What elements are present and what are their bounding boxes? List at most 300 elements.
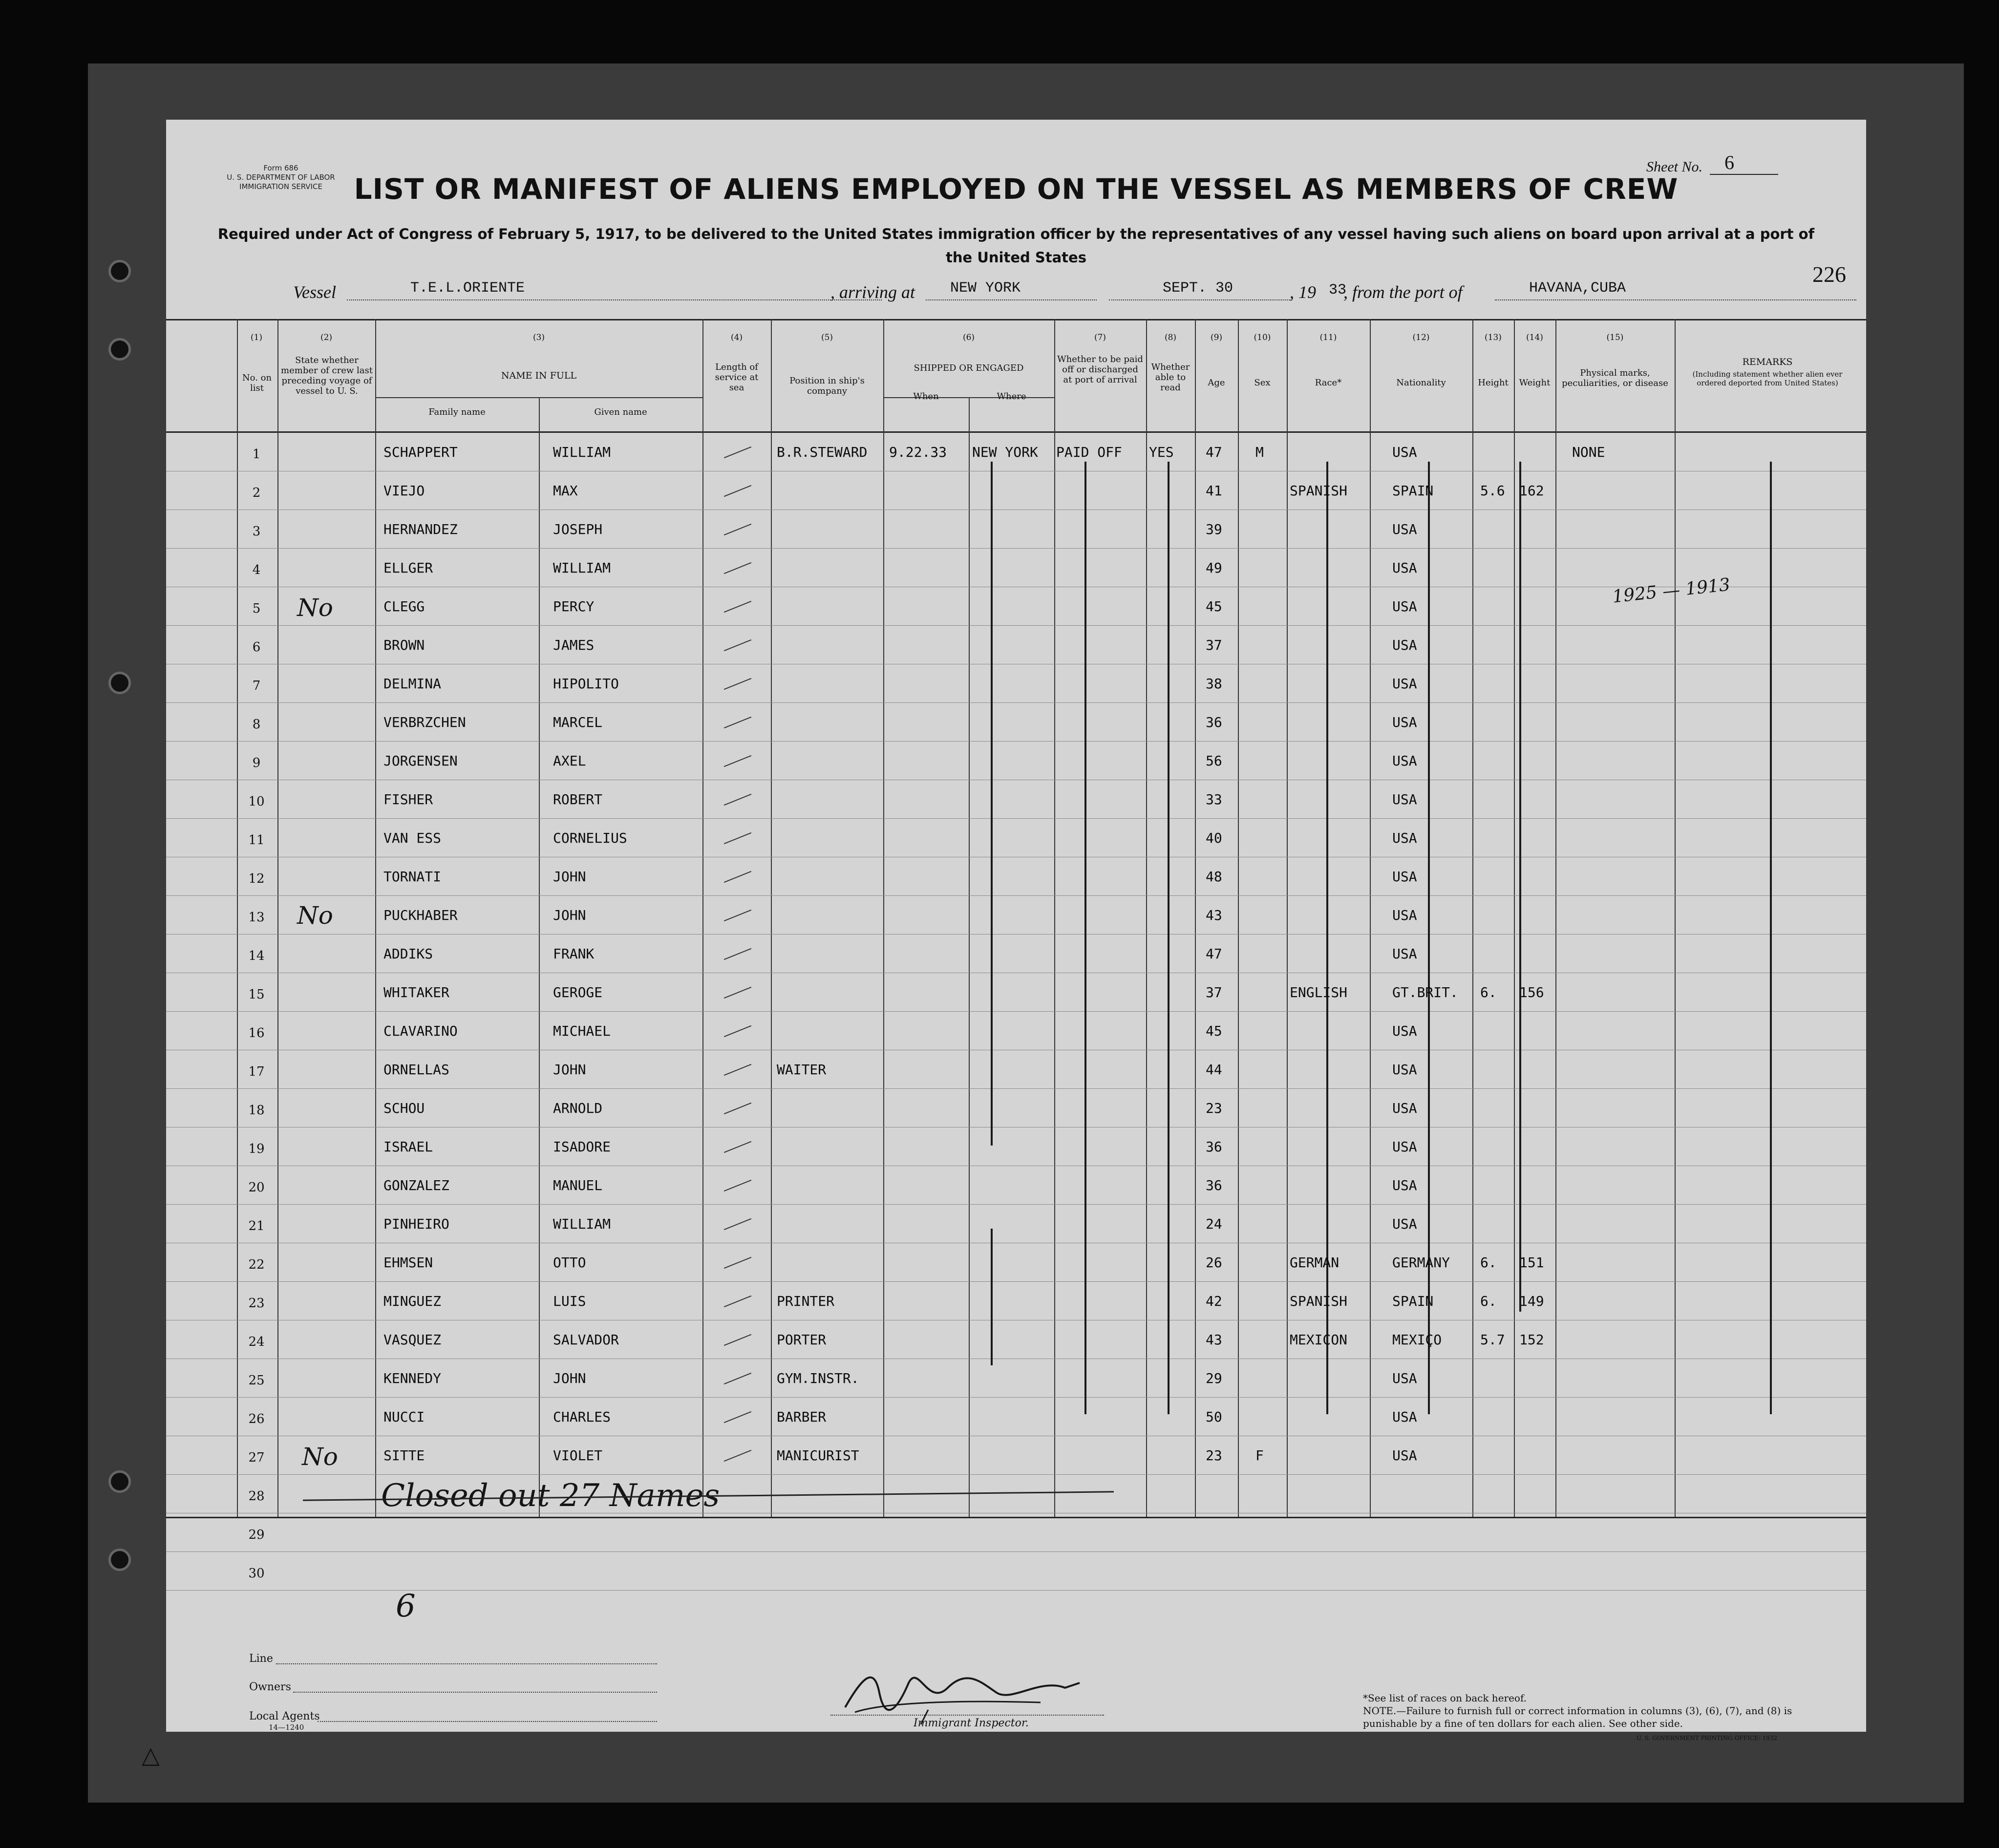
cell-age: 45 <box>1206 598 1222 615</box>
cell-nationality: USA <box>1392 1177 1417 1193</box>
cell-age: 23 <box>1206 1447 1222 1464</box>
cell-family: SCHOU <box>383 1100 425 1116</box>
service-check-mark <box>724 948 751 960</box>
cell-family: SITTE <box>383 1447 425 1464</box>
cell-given: LUIS <box>553 1293 586 1309</box>
service-check-mark <box>724 1141 751 1153</box>
cell-position: MANICURIST <box>777 1447 859 1464</box>
col-num-13: (13) <box>1485 333 1502 342</box>
cell-sex: F <box>1255 1447 1264 1464</box>
cell-given: JAMES <box>553 637 595 653</box>
col-label-4: Length of service at sea <box>715 362 759 393</box>
from-port-label: , from the port of <box>1343 282 1463 302</box>
cell-weight: 149 <box>1519 1293 1544 1309</box>
cell-age: 36 <box>1206 714 1222 730</box>
manifest-document <box>166 120 1866 1742</box>
cell-nationality: USA <box>1392 1370 1417 1386</box>
cell-family: ORNELLAS <box>383 1062 449 1078</box>
table-row <box>166 895 1866 934</box>
col-num-9: (9) <box>1210 333 1223 342</box>
cell-age: 48 <box>1206 869 1222 885</box>
col-label-6-where: Where <box>997 391 1026 402</box>
cell-given: FRANK <box>553 946 595 962</box>
row-number: 6 <box>252 640 261 655</box>
cell-age: 26 <box>1206 1254 1222 1271</box>
cell-family: TORNATI <box>383 869 442 885</box>
row-number: 30 <box>248 1566 265 1581</box>
handwritten-closed-out: Closed out 27 Names <box>381 1478 720 1514</box>
document-subtitle: Required under Act of Congress of February 5, 1917, to be delivered to the United States immigration officer by the representatives of any vessel having such aliens on board upon arrival at a port of the United States <box>217 226 1815 266</box>
cell-position: GYM.INSTR. <box>777 1370 859 1386</box>
cell-family: EHMSEN <box>383 1254 433 1271</box>
table-row <box>166 780 1866 818</box>
cell-given: OTTO <box>553 1254 586 1271</box>
cell-age: 23 <box>1206 1100 1222 1116</box>
cell-nationality: USA <box>1392 1023 1417 1039</box>
col-label-3-family: Family name <box>428 407 486 417</box>
service-check-mark <box>724 1025 751 1037</box>
footer-line-label: Line <box>249 1653 273 1665</box>
service-check-mark <box>724 832 751 844</box>
table-row <box>166 1166 1866 1204</box>
service-check-mark <box>724 678 751 690</box>
col-num-10: (10) <box>1254 333 1271 342</box>
cell-family: KENNEDY <box>383 1370 442 1386</box>
cell-nationality: SPAIN <box>1392 1293 1434 1309</box>
cell-family: VIEJO <box>383 483 425 499</box>
cell-age: 36 <box>1206 1177 1222 1193</box>
cell-age: 50 <box>1206 1409 1222 1425</box>
row-number: 12 <box>248 871 265 886</box>
vessel-label: Vessel <box>293 282 336 302</box>
cell-family: PUCKHABER <box>383 907 458 923</box>
cell-nationality: USA <box>1392 830 1417 846</box>
row-number: 16 <box>248 1026 265 1041</box>
cell-nationality: USA <box>1392 946 1417 962</box>
row-number: 2 <box>252 486 261 500</box>
service-check-mark <box>724 1334 751 1346</box>
cell-race: GERMAN <box>1290 1254 1340 1271</box>
col-label-11: Race* <box>1315 378 1342 388</box>
cell-nationality: USA <box>1392 869 1417 885</box>
table-row <box>166 1359 1866 1397</box>
row-number: 8 <box>252 717 261 732</box>
penalty-note: NOTE.—Failure to furnish full or correct information in columns (3), (6), (7), and (8) is punishable by a fine of ten dollars for each alien. See other side. <box>1363 1705 1792 1729</box>
row-number: 25 <box>248 1373 265 1388</box>
row-number: 5 <box>252 601 261 616</box>
arrival-fill <box>926 299 1097 300</box>
cell-age: 40 <box>1206 830 1222 846</box>
cell-age: 56 <box>1206 753 1222 769</box>
table-top-rule <box>166 319 1866 320</box>
table-row <box>166 702 1866 741</box>
table-row <box>166 1127 1866 1166</box>
document-title: LIST OR MANIFEST OF ALIENS EMPLOYED ON THE VESSEL AS MEMBERS OF CREW <box>354 172 1679 206</box>
cell-age: 36 <box>1206 1139 1222 1155</box>
cell-given: ROBERT <box>553 791 603 807</box>
row-number: 10 <box>248 794 265 809</box>
row-number: 21 <box>248 1219 265 1233</box>
arriving-label: , arriving at <box>830 282 915 302</box>
cell-family: FISHER <box>383 791 433 807</box>
table-row <box>166 818 1866 857</box>
cell-nationality: USA <box>1392 1409 1417 1425</box>
table-row <box>166 548 1866 587</box>
cell-given: CHARLES <box>553 1409 611 1425</box>
service-check-mark <box>724 1103 751 1114</box>
cell-given: CORNELIUS <box>553 830 627 846</box>
cell-age: 47 <box>1206 946 1222 962</box>
row-number: 28 <box>248 1489 265 1504</box>
cell-family: NUCCI <box>383 1409 425 1425</box>
service-check-mark <box>724 717 751 728</box>
table-row <box>166 471 1866 510</box>
cell-family: DELMINA <box>383 676 442 692</box>
table-row <box>166 1088 1866 1127</box>
cell-given: WILLIAM <box>553 444 611 460</box>
cell-family: WHITAKER <box>383 984 449 1000</box>
binder-hole <box>108 260 131 282</box>
cell-family: SCHAPPERT <box>383 444 458 460</box>
service-name: IMMIGRATION SERVICE <box>239 182 322 191</box>
cell-given: ISADORE <box>553 1139 611 1155</box>
cell-nationality: GT.BRIT. <box>1392 984 1458 1000</box>
printing-office-note: U. S. GOVERNMENT PRINTING OFFICE: 1932 <box>1637 1735 1778 1742</box>
service-check-mark <box>724 1296 751 1307</box>
subheader-rule <box>375 397 702 398</box>
col-label-12: Nationality <box>1396 378 1446 388</box>
vessel-name: T.E.L.ORIENTE <box>410 280 525 297</box>
cell-age: 45 <box>1206 1023 1222 1039</box>
cell-family: HERNANDEZ <box>383 521 458 537</box>
cell-age: 37 <box>1206 637 1222 653</box>
cell-given: JOHN <box>553 869 586 885</box>
cell-given: PERCY <box>553 598 595 615</box>
cell-family: GONZALEZ <box>383 1177 449 1193</box>
table-row <box>166 1204 1866 1243</box>
table-row <box>166 934 1866 973</box>
row-number: 17 <box>248 1064 265 1079</box>
handwritten-no-row13: No <box>297 901 333 930</box>
sheet-number-value: 6 <box>1724 151 1734 173</box>
cell-nationality: SPAIN <box>1392 483 1434 499</box>
crew-table <box>166 319 1866 1648</box>
col-num-15: (15) <box>1606 333 1624 342</box>
row-number: 27 <box>248 1450 265 1465</box>
cell-age: 49 <box>1206 560 1222 576</box>
footer-agents-code: 14—1240 <box>269 1723 304 1732</box>
service-check-mark <box>724 871 751 883</box>
table-row <box>166 1397 1866 1436</box>
cell-position: B.R.STEWARD <box>777 444 868 460</box>
table-row <box>166 1050 1866 1088</box>
cell-given: JOSEPH <box>553 521 603 537</box>
col-label-13: Height <box>1478 378 1509 388</box>
service-check-mark <box>724 1064 751 1076</box>
col-label-14: Weight <box>1519 378 1551 388</box>
cell-nationality: USA <box>1392 637 1417 653</box>
footer-agents-fill <box>318 1721 657 1722</box>
col-label-remarks: REMARKS <box>1742 357 1793 367</box>
inspector-signature <box>835 1654 1089 1727</box>
cell-family: CLEGG <box>383 598 425 615</box>
table-row <box>166 1513 1866 1551</box>
vessel-fill <box>347 299 882 300</box>
cell-age: 47 <box>1206 444 1222 460</box>
cell-race: ENGLISH <box>1290 984 1348 1000</box>
cell-race: SPANISH <box>1290 483 1348 499</box>
cell-height: 5.7 <box>1480 1332 1505 1348</box>
cell-given: HIPOLITO <box>553 676 619 692</box>
table-row <box>166 1281 1866 1320</box>
cell-nationality: USA <box>1392 598 1417 615</box>
cell-given: GEROGE <box>553 984 603 1000</box>
service-check-mark <box>724 910 751 921</box>
department-name: U. S. DEPARTMENT OF LABOR <box>227 173 335 182</box>
cell-age: 43 <box>1206 907 1222 923</box>
col-label-15: Physical marks, peculiarities, or disease <box>1562 368 1668 388</box>
cell-nationality: USA <box>1392 1139 1417 1155</box>
row-number: 29 <box>248 1528 265 1542</box>
cell-nationality: USA <box>1392 560 1417 576</box>
service-check-mark <box>724 1218 751 1230</box>
cell-family: VAN ESS <box>383 830 442 846</box>
service-check-mark <box>724 1411 751 1423</box>
sheet-label: Sheet No. <box>1646 159 1702 175</box>
handwritten-sheet-mark: 6 <box>396 1588 416 1624</box>
row-number: 11 <box>248 833 265 848</box>
footer-line-fill <box>276 1663 657 1664</box>
col-num-4: (4) <box>730 333 743 342</box>
row-number: 4 <box>252 563 261 577</box>
row-number: 9 <box>252 756 261 770</box>
cell-nationality: USA <box>1392 1100 1417 1116</box>
cell-given: WILLIAM <box>553 1216 611 1232</box>
cell-weight: 151 <box>1519 1254 1544 1271</box>
footer-owners-fill <box>293 1692 657 1693</box>
cell-age: 37 <box>1206 984 1222 1000</box>
service-check-mark <box>724 794 751 806</box>
footer-agents-label: Local Agents <box>249 1710 320 1722</box>
cell-age: 43 <box>1206 1332 1222 1348</box>
cell-nationality: USA <box>1392 676 1417 692</box>
row-number: 1 <box>252 447 261 462</box>
row-number: 14 <box>248 949 265 963</box>
service-check-mark <box>724 755 751 767</box>
service-check-mark <box>724 562 751 574</box>
cell-family: ELLGER <box>383 560 433 576</box>
service-check-mark <box>724 446 751 458</box>
cell-given: AXEL <box>553 753 586 769</box>
cell-family: BROWN <box>383 637 425 653</box>
form-number: Form 686 <box>263 164 298 172</box>
service-check-mark <box>724 601 751 613</box>
binder-hole <box>108 338 131 361</box>
cell-given: JOHN <box>553 1062 586 1078</box>
cell-given: VIOLET <box>553 1447 603 1464</box>
row-number: 3 <box>252 524 261 539</box>
from-port-fill <box>1495 299 1856 300</box>
cell-race: SPANISH <box>1290 1293 1348 1309</box>
service-check-mark <box>724 1180 751 1191</box>
col-num-1: (1) <box>250 333 263 342</box>
cell-position: BARBER <box>777 1409 827 1425</box>
cell-sex: M <box>1255 444 1264 460</box>
cell-nationality: MEXIÇO <box>1392 1332 1442 1348</box>
row-number: 20 <box>248 1180 265 1195</box>
cell-given: MARCEL <box>553 714 603 730</box>
service-check-mark <box>724 485 751 497</box>
cell-family: MINGUEZ <box>383 1293 442 1309</box>
stamp-number: 226 <box>1812 262 1846 287</box>
cell-age: 24 <box>1206 1216 1222 1232</box>
row-number: 23 <box>248 1296 265 1311</box>
row-number: 22 <box>248 1257 265 1272</box>
cell-family: CLAVARINO <box>383 1023 458 1039</box>
cell-nationality: USA <box>1392 714 1417 730</box>
col-num-3: (3) <box>532 333 545 342</box>
cell-nationality: USA <box>1392 907 1417 923</box>
row-number: 26 <box>248 1412 265 1426</box>
col-label-6-when: When <box>913 391 939 402</box>
cell-age: 33 <box>1206 791 1222 807</box>
table-row <box>166 510 1866 548</box>
row-number: 19 <box>248 1142 265 1156</box>
col-label-6: SHIPPED OR ENGAGED <box>914 363 1024 373</box>
table-row <box>166 1011 1866 1050</box>
cell-paid: PAID OFF <box>1056 444 1122 460</box>
cell-height: 6. <box>1480 1293 1497 1309</box>
cell-family: VERBRZCHEN <box>383 714 466 730</box>
col-num-2: (2) <box>320 333 333 342</box>
date-fill <box>1109 299 1292 300</box>
arrival-year: 33 <box>1329 282 1347 298</box>
table-row <box>166 1243 1866 1281</box>
cell-position: PORTER <box>777 1332 827 1348</box>
cell-weight: 156 <box>1519 984 1544 1000</box>
cell-nationality: USA <box>1392 1062 1417 1078</box>
cell-weight: 152 <box>1519 1332 1544 1348</box>
row-number: 18 <box>248 1103 265 1118</box>
cell-position: WAITER <box>777 1062 827 1078</box>
cell-nationality: USA <box>1392 444 1417 460</box>
arrival-date: SEPT. 30 <box>1163 280 1233 297</box>
handwritten-no-row27: No <box>302 1443 338 1471</box>
binder-hole <box>108 672 131 694</box>
inspector-label: Immigrant Inspector. <box>914 1717 1029 1729</box>
year-prefix: , 19 <box>1290 282 1316 302</box>
cell-height: 6. <box>1480 984 1497 1000</box>
row-number: 24 <box>248 1335 265 1349</box>
cell-race: MEXICON <box>1290 1332 1348 1348</box>
row-number: 7 <box>252 679 261 693</box>
arrival-port: NEW YORK <box>950 280 1021 297</box>
col-label-3-given: Given name <box>594 407 647 417</box>
col-label-10: Sex <box>1254 378 1271 388</box>
col-label-5: Position in ship's company <box>789 376 865 396</box>
cell-given: MAX <box>553 483 578 499</box>
table-row <box>166 664 1866 702</box>
col-num-14: (14) <box>1526 333 1543 342</box>
cell-age: 38 <box>1206 676 1222 692</box>
col-label-2: State whether member of crew last preceding voyage of vessel to U. S. <box>281 355 373 396</box>
vessel-line <box>293 280 1856 304</box>
table-row <box>166 625 1866 664</box>
col-num-7: (7) <box>1094 333 1106 342</box>
col-num-11: (11) <box>1319 333 1337 342</box>
table-row <box>166 1436 1866 1474</box>
races-note: *See list of races on back hereof. <box>1363 1692 1527 1704</box>
cell-when: 9.22.33 <box>889 444 947 460</box>
row-rule <box>166 1590 1866 1591</box>
cell-nationality: GERMANY <box>1392 1254 1450 1271</box>
cell-family: PINHEIRO <box>383 1216 449 1232</box>
cell-given: MANUEL <box>553 1177 603 1193</box>
row-number: 15 <box>248 987 265 1002</box>
cell-nationality: USA <box>1392 1216 1417 1232</box>
cell-given: ARNOLD <box>553 1100 603 1116</box>
service-check-mark <box>724 1257 751 1269</box>
cell-read: YES <box>1149 444 1174 460</box>
col-label-1: No. on list <box>242 373 272 393</box>
cell-age: 29 <box>1206 1370 1222 1386</box>
col-label-3: NAME IN FULL <box>501 370 577 381</box>
handwritten-no-row5: No <box>297 594 333 622</box>
cell-nationality: USA <box>1392 521 1417 537</box>
cell-family: ADDIKS <box>383 946 433 962</box>
cell-height: 6. <box>1480 1254 1497 1271</box>
col-num-12: (12) <box>1412 333 1430 342</box>
col-num-5: (5) <box>821 333 833 342</box>
binder-hole <box>108 1549 131 1571</box>
col-label-8: Whether able to read <box>1151 362 1190 393</box>
service-check-mark <box>724 524 751 535</box>
cell-nationality: USA <box>1392 1447 1417 1464</box>
service-check-mark <box>724 987 751 998</box>
cell-marks: NONE <box>1572 444 1605 460</box>
cell-given: JOHN <box>553 1370 586 1386</box>
cell-given: WILLIAM <box>553 560 611 576</box>
cell-nationality: USA <box>1392 791 1417 807</box>
cell-age: 41 <box>1206 483 1222 499</box>
cell-given: MICHAEL <box>553 1023 611 1039</box>
table-row <box>166 432 1866 471</box>
cell-family: VASQUEZ <box>383 1332 442 1348</box>
table-row <box>166 587 1866 625</box>
cell-age: 42 <box>1206 1293 1222 1309</box>
cell-family: ISRAEL <box>383 1139 433 1155</box>
cell-nationality: USA <box>1392 753 1417 769</box>
col-label-9: Age <box>1208 378 1225 388</box>
table-row <box>166 973 1866 1011</box>
cell-where: NEW YORK <box>972 444 1038 460</box>
table-row <box>166 741 1866 780</box>
cell-height: 5.6 <box>1480 483 1505 499</box>
col-num-8: (8) <box>1164 333 1177 342</box>
inspector-signature-line <box>830 1715 1104 1716</box>
departure-port: HAVANA,CUBA <box>1529 280 1626 297</box>
cell-position: PRINTER <box>777 1293 835 1309</box>
sheet-number <box>1710 151 1778 175</box>
table-row <box>166 857 1866 895</box>
service-check-mark <box>724 1450 751 1462</box>
handwritten-remarks-row5: 1925 — 1913 <box>1611 574 1731 607</box>
footer-owners-label: Owners <box>249 1681 291 1693</box>
col-num-6: (6) <box>962 333 975 342</box>
cell-age: 44 <box>1206 1062 1222 1078</box>
row-number: 13 <box>248 910 265 925</box>
service-check-mark <box>724 1373 751 1384</box>
